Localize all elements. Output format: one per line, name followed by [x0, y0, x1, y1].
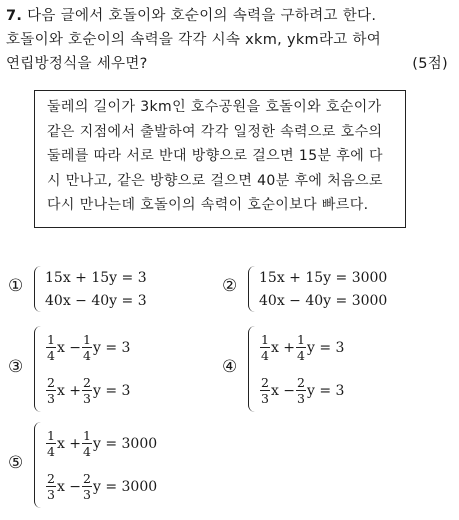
fraction: $\frac{2}{3}$ [47, 471, 55, 502]
brace-icon [34, 326, 42, 412]
equation-1: $\frac{1}{4}$ x − $\frac{1}{4}$ y = 3 [47, 332, 131, 363]
brace-icon [248, 266, 256, 312]
fraction: $\frac{2}{3}$ [47, 375, 55, 406]
equation-2: $\frac{2}{3}$ x − $\frac{2}{3}$ y = 3 [261, 375, 345, 406]
fraction: $\frac{1}{4}$ [297, 332, 305, 363]
fraction: $\frac{2}{3}$ [261, 375, 269, 406]
fraction: $\frac{2}{3}$ [297, 375, 305, 406]
passage-line: 둘레의 길이가 3km인 호수공원을 호돌이와 호순이가 [47, 99, 382, 115]
fraction: $\frac{1}{4}$ [261, 332, 269, 363]
question-text [6, 4, 454, 76]
option-marker: ④ [222, 357, 238, 377]
option-marker: ③ [8, 357, 24, 377]
brace-icon [248, 326, 256, 412]
option-marker: ② [222, 276, 238, 296]
fraction: $\frac{1}{4}$ [83, 428, 91, 459]
equation-2: 40x − 40y = 3000 [259, 292, 388, 309]
passage-box [34, 90, 406, 228]
fraction: $\frac{1}{4}$ [47, 332, 55, 363]
question-number: 7. [6, 8, 23, 24]
question-line-2: 호돌이와 호순이의 속력을 각각 시속 xkm, ykm라고 하여 [6, 32, 382, 48]
passage-line: 둘레를 따라 서로 반대 방향으로 걸으면 15분 후에 다 [47, 148, 383, 164]
points-label: (5점) [412, 56, 448, 72]
brace-icon [34, 266, 42, 312]
equation-1: $\frac{1}{4}$ x + $\frac{1}{4}$ y = 3 [261, 332, 345, 363]
passage-line: 다시 만나는데 호돌이의 속력이 호순이보다 빠르다. [47, 197, 369, 213]
equation-2: 40x − 40y = 3 [45, 292, 147, 309]
option-marker: ① [8, 276, 24, 296]
passage-line: 시 만나고, 같은 방향으로 걸으면 40분 후에 처음으로 [47, 172, 383, 189]
fraction: $\frac{1}{4}$ [83, 332, 91, 363]
fraction: $\frac{1}{4}$ [47, 428, 55, 459]
fraction: $\frac{2}{3}$ [83, 375, 91, 406]
passage-line: 같은 지점에서 출발하여 각각 일정한 속력으로 호수의 [47, 123, 383, 140]
option-marker: ⑤ [8, 453, 24, 473]
fraction: $\frac{2}{3}$ [83, 471, 91, 502]
equation-1: 15x + 15y = 3 [45, 269, 147, 286]
question-line-1: 7. 다음 글에서 호돌이와 호순이의 속력을 구하려고 한다. [6, 8, 377, 24]
equation-1: 15x + 15y = 3000 [259, 269, 388, 286]
equation-1: $\frac{1}{4}$ x + $\frac{1}{4}$ y = 3000 [47, 428, 158, 459]
brace-icon [34, 422, 42, 508]
equation-2: $\frac{2}{3}$ x − $\frac{2}{3}$ y = 3000 [47, 471, 158, 502]
equation-2: $\frac{2}{3}$ x + $\frac{2}{3}$ y = 3 [47, 375, 131, 406]
question-line-3: 연립방정식을 세우면? (5점) [6, 52, 454, 76]
